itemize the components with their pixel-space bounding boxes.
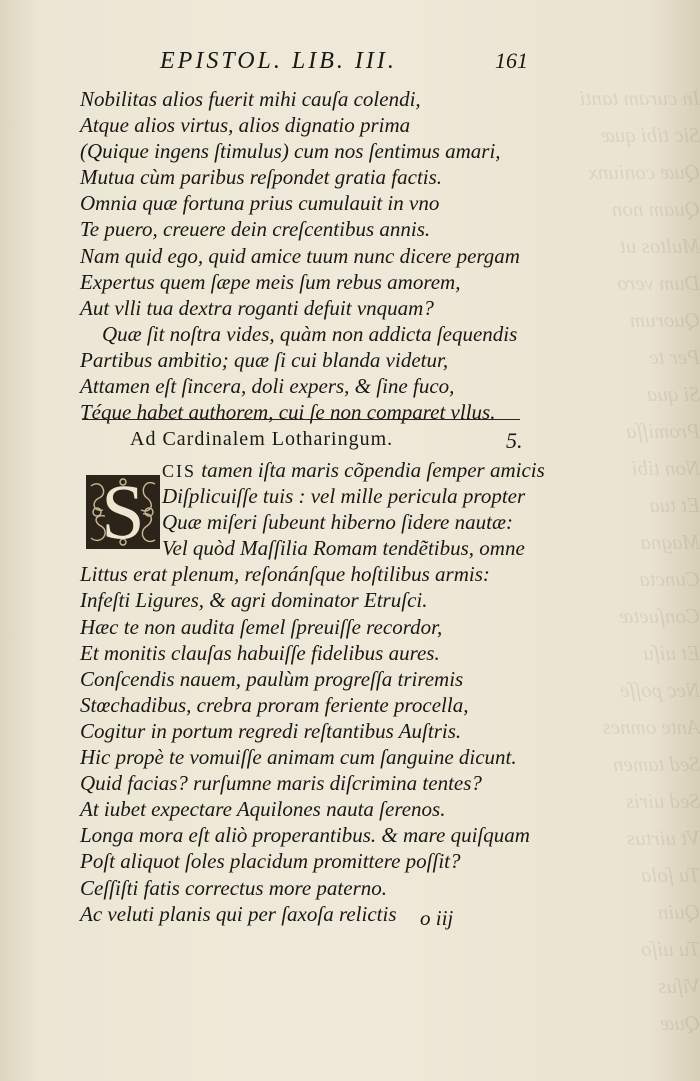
verse-line: (Quique ingens ſtimulus) cum nos ſentimus amari, (80, 139, 501, 164)
verse-line: Diſplicuiſſe tuis : vel mille pericula propter (162, 484, 526, 509)
verse-line: Aut vlli tua dextra roganti defuit vnquam? (80, 295, 434, 320)
verse-line: Et monitis clauſas habuiſſe fidelibus aures. (80, 640, 440, 665)
running-header (160, 48, 540, 78)
section-divider (82, 419, 520, 420)
verse-line: Conſcendis nauem, paulùm progreſſa triremis (80, 666, 464, 691)
verse-line: Littus erat plenum, reſonánſque hoſtilibus armis: (80, 562, 490, 587)
verse-line: Omnia quæ fortuna prius cumulauit in vno (80, 191, 440, 216)
section-number: 5. (506, 428, 523, 453)
verse-block-2 (80, 457, 550, 927)
verse-line: Longa mora eſt aliò properantibus. & mare quiſquam (80, 823, 530, 848)
small-caps-opening: CIS (162, 461, 197, 481)
verse-line: Ceſſiſti fatis correctus more paterno. (80, 875, 388, 900)
verse-line: Quæ miſeri ſubeunt hiberno ſidere nautæ: (162, 510, 513, 535)
verse-line: Vel quòd Maſſilia Romam tendẽtibus, omne (162, 536, 525, 561)
page-number: 161 (495, 48, 528, 73)
show-through-text: In curam tanti Sic tibi quæ Quæ coniunx Quam non Multos ut Dum vero Quorum Per te Si qua Promiſſa Non tibi Et tua Magna Cuncta Conſuetæ Et uiſu Nec poſſe Ante omnes Sed tamen Sed uiris Vt uirtus Tu ſola Quin Tu uiſo Viſus Quæ (579, 86, 700, 1035)
section-title: Ad Cardinalem Lotharingum. (130, 428, 394, 450)
initial-letter: S (101, 468, 145, 555)
verse-line: Cogitur in portum regredi reſtantibus Auſtris. (80, 718, 462, 743)
verse-line: At iubet expectare Aquilones nauta ſerenos. (80, 797, 446, 822)
first-line-rest: tamen iſta maris cõpendia ſemper amicis (196, 458, 545, 482)
signature-mark: o iij (420, 906, 454, 930)
verse-line: Expertus quem ſæpe meis ſum rebus amorem, (80, 269, 461, 294)
verse-line: Atque alios virtus, alios dignatio prima (80, 113, 411, 138)
verse-line: Attamen eſt ſincera, doli expers, & ſine fuco, (80, 374, 455, 399)
verse-line: Infeſti Ligures, & agri dominator Etruſci. (80, 588, 428, 613)
verse-line: Hæc te non audita ſemel ſpreuiſſe recordor, (80, 614, 443, 639)
verse-line: Stœchadibus, crebra proram feriente procella, (80, 692, 469, 717)
verse-line: Ac veluti planis qui per ſaxoſa relictis (80, 901, 397, 926)
verse-line: Poſt aliquot ſoles placidum promittere poſſit? (80, 849, 461, 874)
verse-line: Te puero, creuere dein creſcentibus annis. (80, 217, 431, 242)
verse-line: Quæ ſit noſtra vides, quàm non addicta ſequendis (102, 321, 518, 346)
running-title: EPISTOL. LIB. III. (160, 48, 397, 74)
verse-line: Téque habet authorem, cui ſe non comparet vllus. (80, 400, 496, 425)
verse-block-1 (80, 86, 520, 425)
verse-line: Hic propè te vomuiſſe animam cum ſanguine dicunt. (80, 745, 517, 770)
verse-line: Nam quid ego, quid amice tuum nunc dicere pergam (80, 243, 520, 268)
verse-line: Partibus ambitio; quæ ſi cui blanda videtur, (80, 347, 449, 372)
verse-line: Quid facias? rurſumne maris diſcrimina tentes? (80, 771, 482, 796)
verse-line: Mutua cùm paribus reſpondet gratia factis. (80, 165, 443, 190)
verse-line: Nobilitas alios fuerit mihi cauſa colendi, (80, 87, 421, 111)
